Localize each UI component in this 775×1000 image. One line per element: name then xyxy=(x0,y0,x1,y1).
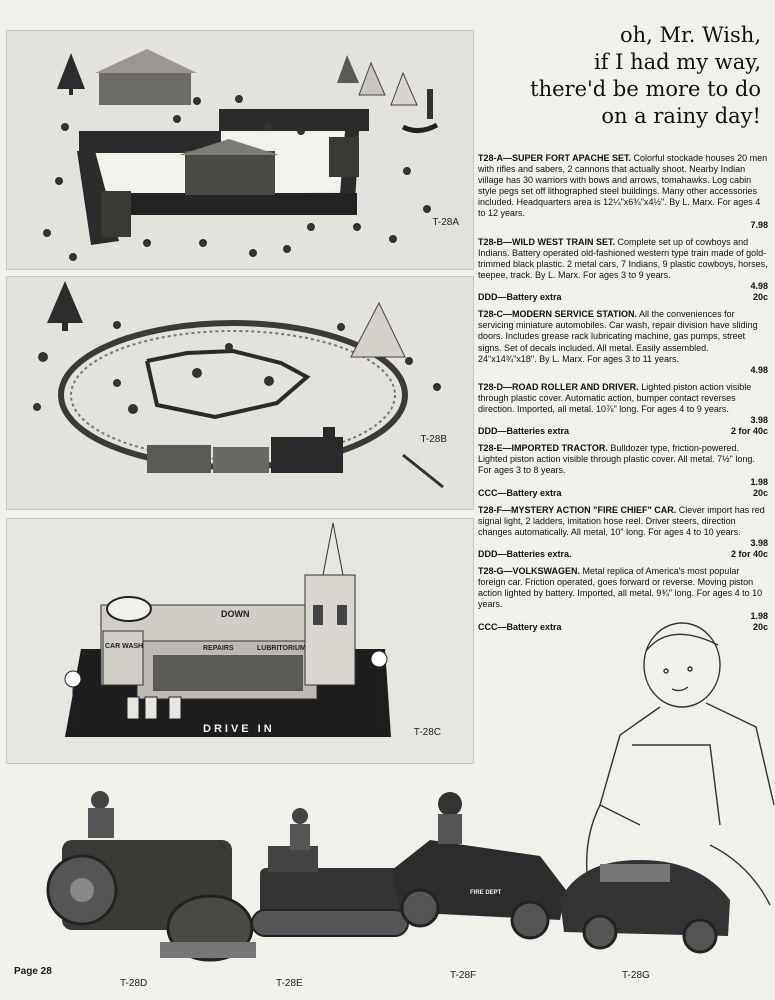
item-extra-label: DDD—Batteries extra. xyxy=(478,549,572,560)
fort-apache-photo xyxy=(6,30,474,270)
item-code: T28-F—MYSTERY ACTION "FIRE CHIEF" CAR. xyxy=(478,504,677,515)
train-photo-label: T-28B xyxy=(420,434,447,445)
item-description: Lighted piston action visible through plastic cover. Automatic action, bumper contact reverses direction. Imported, all metal. 10⅞" long. For ages 4 to 9 years. xyxy=(478,381,752,414)
headline-line-3: there'd be more to do xyxy=(530,77,761,101)
lubritorium-sign: LUBRITORIUM xyxy=(257,645,306,652)
car-wash-sign: CAR WASH xyxy=(105,643,144,650)
drive-in-sign: DRIVE IN xyxy=(203,723,275,735)
item-list xyxy=(478,153,768,639)
item-price: 3.98 xyxy=(750,415,768,426)
headline xyxy=(481,22,761,130)
item-description: Metal replica of America's most popular foreign car. Friction operated, goes forward or reverse. Moving piston action lighted by battery. Imported, all metal. 9¾" long. For ages 4 to 10 years. xyxy=(478,566,763,610)
item-t28f xyxy=(478,505,768,560)
item-extra-label: DDD—Batteries extra xyxy=(478,426,570,437)
item-t28b xyxy=(478,237,768,304)
station-photo-label: T-28C xyxy=(413,727,441,738)
item-price: 1.98 xyxy=(750,610,768,621)
train-illustration xyxy=(7,277,473,509)
item-description: Bulldozer type, friction-powered. Lighted piston action visible through plastic cover. All metal. 7½" long. For ages 3 to 8 years. xyxy=(478,443,755,476)
toy-vehicles-photo xyxy=(0,760,775,1000)
item-extra-label: DDD—Battery extra xyxy=(478,292,562,303)
item-extra-price: 2 for 40c xyxy=(730,549,768,560)
item-code: T28-G—VOLKSWAGEN. xyxy=(478,566,581,577)
repairs-sign: REPAIRS xyxy=(203,645,234,652)
item-price: 7.98 xyxy=(750,219,768,230)
item-price: 3.98 xyxy=(750,538,768,548)
item-extra-price: 20c xyxy=(752,621,768,632)
item-price: 4.98 xyxy=(750,364,768,375)
roller-label: T-28D xyxy=(120,978,148,989)
vw-label: T-28G xyxy=(622,970,650,981)
item-code: T28-C—MODERN SERVICE STATION. xyxy=(478,309,638,320)
wild-west-train-photo xyxy=(6,276,474,510)
down-sign: DOWN xyxy=(221,609,250,619)
item-price: 1.98 xyxy=(750,476,768,487)
fort-photo-label: T-28A xyxy=(432,217,459,228)
headline-line-4: on a rainy day! xyxy=(601,104,761,128)
item-code: T28-E—IMPORTED TRACTOR. xyxy=(478,443,608,454)
item-t28e xyxy=(478,443,768,498)
item-description: All the conveniences for servicing miniature automobiles. Car wash, repair division have sliding doors. Includes grease rack lubricating machine, gas pumps, street signs. Set of decals included. All metal. Easily assembled. 24"x14¾"x18". By L. Marx. For ages 3 to 11 years. xyxy=(478,309,758,364)
item-extra-price: 20c xyxy=(752,292,768,303)
item-t28c xyxy=(478,309,768,376)
fort-apache-illustration xyxy=(7,31,473,269)
item-description: Complete set up of cowboys and Indians. Battery operated old-fashioned western type train made of gold-trimmed black plastic. 2 metal cars, 7 Indians, 9 plastic cowboys, horses, teepee, track. By L. Marx. For ages 3 to 9 years. xyxy=(478,236,768,280)
toy-vehicles-illustration xyxy=(0,760,775,1000)
page-number: Page 28 xyxy=(14,966,52,977)
item-extra-label: CCC—Battery extra xyxy=(478,621,562,632)
item-description: Colorful stockade houses 20 men with rifles and sabers, 2 cannons that actually shoot. Nearby Indian village has 30 warriors with bows and arrows, tomahawks. Log cabin style pegs set off lithographed steel buildings. Many other accessories included. Headquarters area is 12¼"x6¾"x4½". By L. Marx. For ages 4 to 12 years. xyxy=(478,153,768,219)
fire-dept-text: FIRE DEPT xyxy=(470,890,502,896)
headline-line-1: oh, Mr. Wish, xyxy=(619,23,761,47)
item-t28a xyxy=(478,153,768,231)
item-extra-label: CCC—Battery extra xyxy=(478,487,562,498)
fire-car-label: T-28F xyxy=(450,970,477,981)
service-station-photo xyxy=(6,518,474,764)
item-price: 4.98 xyxy=(750,281,768,292)
item-t28d xyxy=(478,382,768,437)
headline-line-2: if I had my way, xyxy=(594,50,761,74)
item-description: Clever import has red signal light, 2 ladders, imitation hose reel. Driver steers, direction changes automatically. All metal, 10" long. For ages 4 to 10 years. xyxy=(478,504,765,537)
item-code: T28-B—WILD WEST TRAIN SET. xyxy=(478,236,615,247)
item-code: T28-D—ROAD ROLLER AND DRIVER. xyxy=(478,381,639,392)
item-extra-price: 20c xyxy=(752,487,768,498)
item-extra-price: 2 for 40c xyxy=(730,426,768,437)
item-code: T28-A—SUPER FORT APACHE SET. xyxy=(478,153,632,163)
tractor-label: T-28E xyxy=(276,978,303,989)
